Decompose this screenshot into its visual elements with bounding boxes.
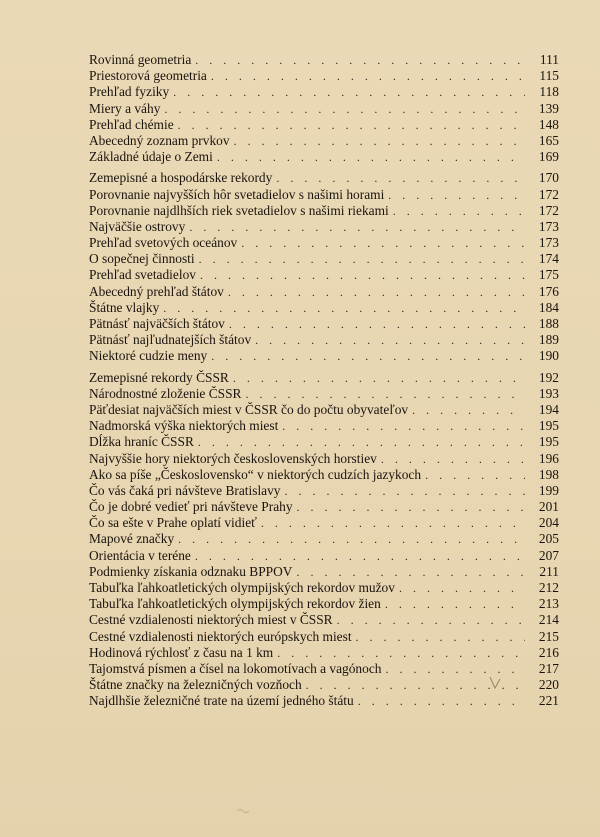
toc-entry-title: Pätnásť najľudnatejších štátov [89,332,252,348]
dot-leader [393,203,525,219]
toc-entry [89,564,559,580]
dot-leader [195,52,525,68]
toc-entry-page-number: 192 [538,369,559,385]
table-of-contents [89,52,559,710]
toc-entry [89,149,559,165]
toc-entry [89,332,559,348]
toc-entry [89,596,559,612]
dot-leader [200,267,525,283]
toc-entry [89,580,559,596]
toc-entry-page-number: 173 [538,218,559,234]
toc-entry [89,531,559,547]
toc-entry-page-number: 198 [538,466,559,482]
toc-entry-page-number: 204 [538,515,559,531]
toc-entry [89,52,559,68]
toc-entry-title: Základné údaje o Zemi [89,149,213,165]
toc-entry-title: Niektoré cudzie meny [89,348,208,364]
toc-entry-page-number: 118 [539,84,559,100]
toc-entry [89,251,559,267]
toc-entry-title: Orientácia v teréne [89,547,191,563]
dot-leader [388,187,525,203]
toc-entry-title: Miery a váhy [89,100,161,116]
toc-entry [89,629,559,645]
toc-entry-title: Abecedný zoznam prvkov [89,132,230,148]
toc-entry-title: Priestorová geometria [89,68,207,84]
toc-entry-page-number: 194 [538,401,559,417]
toc-entry [89,548,559,564]
toc-entry-title: O sopečnej činnosti [89,251,195,267]
dot-leader [211,68,525,84]
toc-entry-title: Prehľad svetových oceánov [89,235,238,251]
dot-leader [245,386,525,402]
toc-entry [89,300,559,316]
toc-entry-page-number: 175 [538,267,559,283]
toc-entry-page-number: 111 [539,52,559,67]
toc-entry [89,133,559,149]
toc-entry-page-number: 199 [538,482,559,498]
toc-entry-title: Rovinná geometria [89,52,192,67]
toc-entry [89,117,559,133]
dot-leader [381,451,525,467]
toc-entry [89,612,559,628]
toc-entry-page-number: 215 [538,628,559,644]
dot-leader [425,467,525,483]
toc-entry-page-number: 216 [538,644,559,660]
toc-entry-title: Porovnanie najvyšších hôr svetadielov s našimi horami [89,186,385,202]
dot-leader [296,564,525,580]
toc-entry [89,348,559,364]
dot-leader [385,596,525,612]
toc-entry [89,203,559,219]
dot-leader [189,219,525,235]
toc-entry-page-number: 213 [538,596,559,612]
toc-entry-page-number: 196 [538,450,559,466]
toc-entry-title: Tabuľka ľahkoatletických olympijských rekordov žien [89,596,381,612]
dot-leader [164,101,525,117]
toc-entry-title: Najväčšie ostrovy [89,218,186,234]
toc-entry-page-number: 214 [538,612,559,628]
toc-entry-title: Podmienky získania odznaku BPPOV [89,563,293,579]
toc-entry-page-number: 139 [538,100,559,116]
dot-leader [277,645,525,661]
toc-entry-page-number: 115 [539,68,559,84]
dot-leader [233,370,525,386]
toc-entry-title: Čo je dobré vedieť pri návšteve Prahy [89,499,293,515]
toc-entry-title: Porovnanie najdlhších riek svetadielov s našimi riekami [89,202,389,218]
toc-entry [89,284,559,300]
toc-entry [89,316,559,332]
toc-entry-page-number: 173 [538,235,559,251]
toc-entry-page-number: 148 [538,116,559,132]
dot-leader [178,117,525,133]
toc-entry-title: Národnostné zloženie ČSSR [89,385,242,401]
toc-entry-page-number: 172 [538,202,559,218]
dot-leader [282,418,525,434]
toc-entry [89,170,559,186]
toc-entry-page-number: 193 [538,385,559,401]
dot-leader [261,515,525,531]
toc-entry-page-number: 176 [538,283,559,299]
toc-entry [89,370,559,386]
dot-leader [229,316,525,332]
toc-entry-page-number: 170 [538,170,559,186]
toc-entry-page-number: 184 [538,299,559,315]
toc-entry-title: Prehľad fyziky [89,84,170,100]
toc-entry [89,101,559,117]
dot-leader [195,548,525,564]
dot-leader [199,251,525,267]
dot-leader [228,284,525,300]
toc-entry [89,219,559,235]
dot-leader [285,483,525,499]
toc-entry-title: Ako sa píše „Československo“ v niektorých cudzích jazykoch [89,466,422,482]
dot-leader [412,402,525,418]
toc-entry [89,645,559,661]
toc-entry [89,84,559,100]
toc-entry-title: Zemepisné rekordy ČSSR [89,369,229,385]
dot-leader [211,348,525,364]
toc-entry-title: Štátne značky na železničných vozňoch [89,677,302,693]
toc-entry [89,402,559,418]
toc-entry-title: Tabuľka ľahkoatletických olympijských rekordov mužov [89,580,395,595]
toc-entry-page-number: 205 [538,531,559,547]
toc-entry-page-number: 165 [538,132,559,148]
toc-entry-title: Dĺžka hraníc ČSSR [89,434,194,450]
toc-entry-title: Prehľad chémie [89,116,174,132]
toc-entry [89,693,559,709]
toc-entry-title: Čo sa ešte v Prahe oplatí vidieť [89,515,257,531]
toc-entry-title: Päťdesiat najväčších miest v ČSSR čo do počtu obyvateľov [89,401,409,417]
dot-leader [276,170,525,186]
toc-entry-page-number: 212 [538,580,559,595]
dot-leader [241,235,525,251]
toc-entry-title: Mapové značky [89,531,175,547]
toc-entry-title: Nadmorská výška niektorých miest [89,418,279,434]
toc-entry-title: Štátne vlajky [89,299,160,315]
dot-leader [297,499,525,515]
dot-leader [234,133,525,149]
toc-entry [89,267,559,283]
toc-entry-page-number: 211 [539,563,559,579]
dot-leader [198,434,525,450]
dot-leader [255,332,525,348]
toc-entry-title: Pätnásť najväčších štátov [89,316,225,331]
dot-leader [178,531,525,547]
toc-entry-page-number: 217 [538,660,559,676]
dot-leader [217,149,525,165]
toc-entry [89,235,559,251]
toc-entry-title: Cestné vzdialenosti niektorých európskych miest [89,628,352,644]
toc-entry [89,434,559,450]
dot-leader [173,84,525,100]
toc-entry-page-number: 207 [538,547,559,563]
toc-entry [89,386,559,402]
dot-leader [337,612,525,628]
toc-entry [89,451,559,467]
toc-entry [89,467,559,483]
toc-entry-title: Cestné vzdialenosti niektorých miest v ČSSR [89,612,333,628]
toc-entry-page-number: 195 [538,434,559,450]
dot-leader [163,300,525,316]
dot-leader [358,693,525,709]
toc-entry-title: Najdlhšie železničné trate na území jedného štátu [89,693,354,709]
toc-entry-title: Tajomstvá písmen a čísel na lokomotívach a vagónoch [89,660,382,676]
toc-entry-page-number: 189 [538,332,559,348]
toc-entry [89,68,559,84]
dot-leader [399,580,525,596]
toc-entry [89,483,559,499]
toc-entry-page-number: 174 [538,251,559,267]
toc-entry-title: Zemepisné a hospodárske rekordy [89,170,273,186]
toc-entry [89,499,559,515]
dot-leader [385,661,525,677]
toc-entry-page-number: 195 [538,418,559,434]
toc-entry-page-number: 172 [538,186,559,202]
toc-entry-page-number: 220 [538,677,559,693]
toc-entry-page-number: 190 [538,348,559,364]
toc-entry [89,187,559,203]
toc-entry-page-number: 169 [538,149,559,165]
dot-leader [356,629,525,645]
toc-entry [89,418,559,434]
toc-entry-page-number: 221 [538,693,559,709]
toc-entry-page-number: 201 [538,499,559,515]
toc-entry-title: Hodinová rýchlosť z času na 1 km [89,644,274,660]
toc-entry-title: Abecedný prehľad štátov [89,283,224,299]
toc-entry-title: Najvyššie hory niektorých československých horstiev [89,450,377,466]
paper-stain-icon [236,808,250,814]
toc-entry-title: Čo vás čaká pri návšteve Bratislavy [89,482,281,498]
toc-entry-title: Prehľad svetadielov [89,267,196,283]
pencil-mark-icon [488,675,502,691]
toc-entry [89,515,559,531]
toc-entry-page-number: 188 [538,316,559,331]
